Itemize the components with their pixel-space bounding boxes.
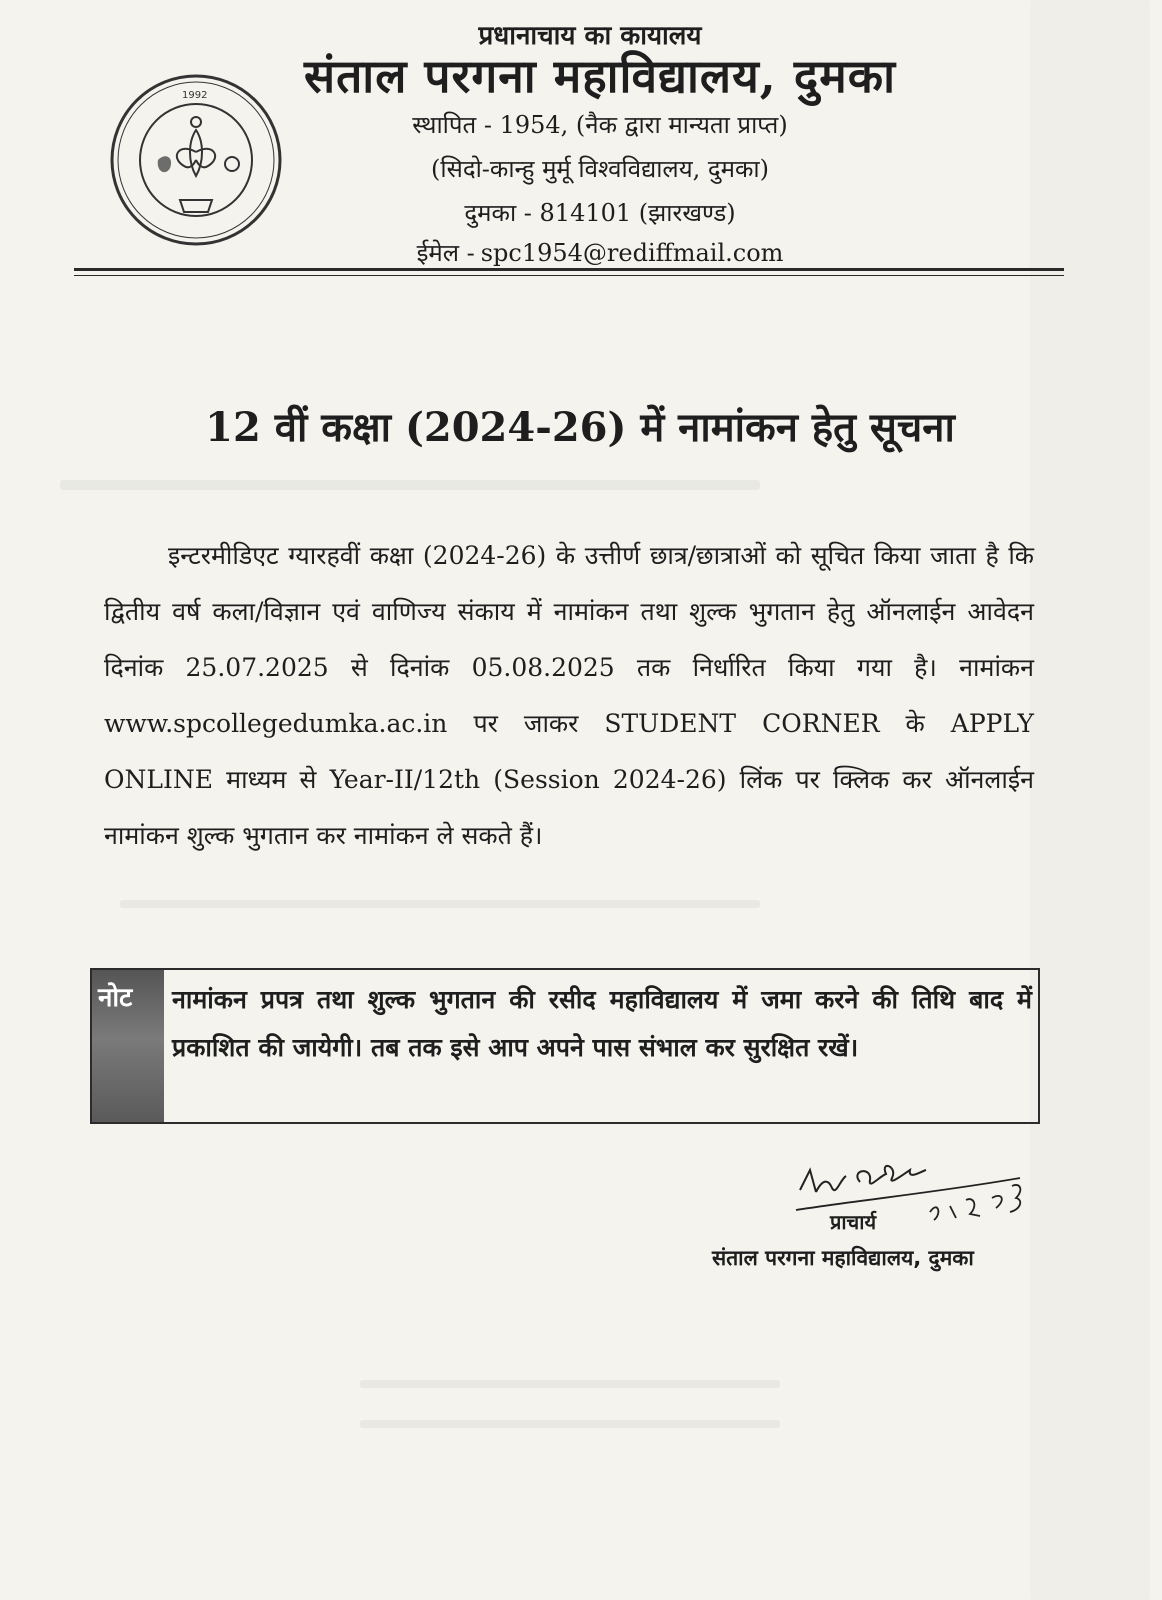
note-label: नोट (98, 983, 133, 1013)
bleed-through-mark (360, 1420, 780, 1428)
university-affiliation: (सिदो-कान्हु मुर्मू विश्वविद्यालय, दुमका) (431, 155, 769, 183)
notice-title: 12 वीं कक्षा (2024-26) में नामांकन हेतु सूचना (205, 404, 955, 451)
college-email (360, 236, 840, 269)
signatory-college: संताल परगना महाविद्यालय, दुमका (712, 1246, 974, 1270)
note-box (90, 968, 1040, 1124)
header-divider (74, 268, 1064, 271)
college-address: दुमका - 814101 (झारखण्ड) (464, 199, 736, 227)
bleed-through-mark (120, 900, 760, 908)
bleed-through-mark (360, 1380, 780, 1388)
handwritten-signature (780, 1130, 1050, 1240)
college-name: संताल परगना महाविद्यालय, दुमका (303, 49, 897, 103)
seal-year: 1992 (182, 90, 208, 101)
email-label: ईमेल - (416, 239, 475, 267)
bleed-through-right (1030, 0, 1150, 1600)
signatory-title: प्राचार्य (830, 1210, 877, 1234)
note-label-block (92, 970, 164, 1122)
note-text: नामांकन प्रपत्र तथा शुल्क भुगतान की रसीद महाविद्यालय में जमा करने की तिथि बाद में प्रकाशित की जायेगी। तब तक इसे आप अपने पास संभाल कर सुरक्षित रखें। (172, 985, 1032, 1062)
establishment-info: स्थापित - 1954, (नैक द्वारा मान्यता प्राप्त) (412, 111, 788, 139)
header-divider-thin (74, 275, 1064, 276)
university-seal-icon (108, 72, 284, 248)
notice-body: इन्टरमीडिएट ग्यारहवीं कक्षा (2024-26) के उत्तीर्ण छात्र/छात्राओं को सूचित किया जाता है कि द्वितीय वर्ष कला/विज्ञान एवं वाणिज्य संकाय में नामांकन तथा शुल्क भुगतान हेतु ऑनलाईन आवेदन दिनांक 25.07.2025 से दिनांक 05.08.2025 तक निर्धारित किया गया है। नामांकन www.spcollegedumka.ac.in पर जाकर STUDENT CORNER के APPLY ONLINE माध्यम से Year-II/12th (Session 2024-26) लिंक पर क्लिक कर ऑनलाईन नामांकन शुल्क भुगतान कर नामांकन ले सकते हैं। (104, 541, 1034, 850)
email-address: spc1954@rediffmail.com (480, 239, 784, 267)
office-title: प्रधानाचाय का कायालय (478, 21, 702, 51)
bleed-through-mark (60, 480, 760, 490)
